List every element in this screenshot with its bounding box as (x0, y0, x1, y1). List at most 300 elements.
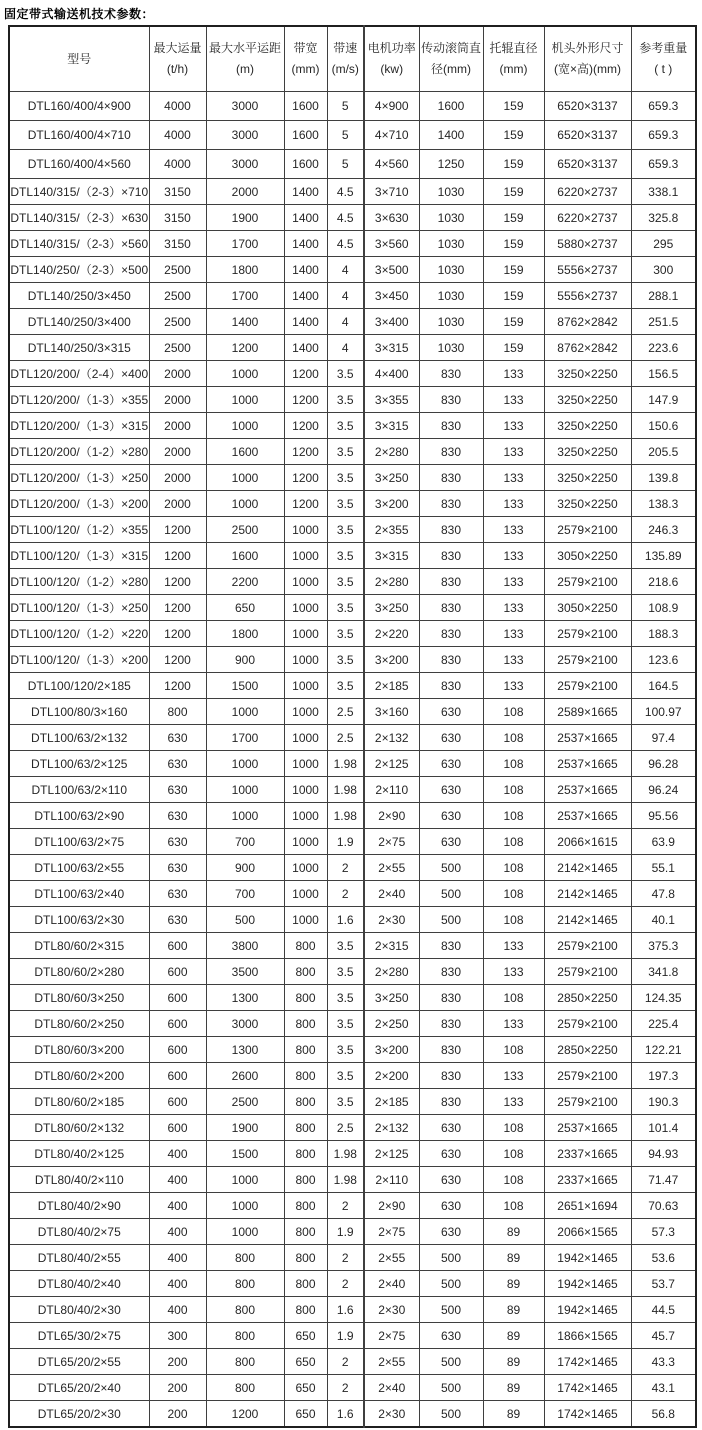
value-cell: 3000 (206, 1011, 284, 1037)
value-cell: 1200 (284, 439, 327, 465)
value-cell: 2×90 (364, 1193, 419, 1219)
value-cell: 2 (327, 1271, 364, 1297)
value-cell: 108 (483, 803, 544, 829)
table-header (9, 26, 696, 92)
value-cell: 3050×2250 (544, 595, 631, 621)
model-cell: DTL80/60/3×250 (9, 985, 149, 1011)
value-cell: 500 (419, 881, 483, 907)
value-cell: 1.6 (327, 1297, 364, 1323)
value-cell: 4 (327, 257, 364, 283)
column-header-line: (m/s) (331, 62, 359, 76)
value-cell: 3×500 (364, 257, 419, 283)
table-row (9, 361, 696, 387)
value-cell: 4000 (149, 121, 206, 150)
value-cell: 2×280 (364, 569, 419, 595)
table-row (9, 413, 696, 439)
value-cell: 1000 (206, 413, 284, 439)
value-cell: 400 (149, 1141, 206, 1167)
value-cell: 2066×1565 (544, 1219, 631, 1245)
value-cell: 6520×3137 (544, 92, 631, 121)
value-cell: 3×400 (364, 309, 419, 335)
value-cell: 133 (483, 647, 544, 673)
value-cell: 1200 (149, 673, 206, 699)
column-header-line: (t/h) (166, 62, 189, 76)
column-header-8 (483, 26, 544, 92)
value-cell: 2537×1665 (544, 777, 631, 803)
value-cell: 159 (483, 121, 544, 150)
table-row (9, 1245, 696, 1271)
table-row (9, 985, 696, 1011)
value-cell: 800 (284, 1193, 327, 1219)
spec-table (8, 25, 697, 1428)
value-cell: 500 (419, 1375, 483, 1401)
value-cell: 200 (149, 1401, 206, 1428)
value-cell: 3×160 (364, 699, 419, 725)
value-cell: 159 (483, 309, 544, 335)
model-cell: DTL140/250/3×315 (9, 335, 149, 361)
value-cell: 47.8 (631, 881, 696, 907)
value-cell: 600 (149, 1089, 206, 1115)
table-row (9, 205, 696, 231)
value-cell: 3×315 (364, 335, 419, 361)
model-cell: DTL100/120/（1-3）×200 (9, 647, 149, 673)
model-cell: DTL140/315/（2-3）×560 (9, 231, 149, 257)
value-cell: 400 (149, 1245, 206, 1271)
value-cell: 159 (483, 92, 544, 121)
value-cell: 100.97 (631, 699, 696, 725)
table-row (9, 1271, 696, 1297)
column-header-line: (mm) (291, 62, 320, 76)
table-row (9, 829, 696, 855)
value-cell: 5 (327, 150, 364, 179)
value-cell: 600 (149, 933, 206, 959)
value-cell: 800 (284, 959, 327, 985)
value-cell: 1000 (284, 803, 327, 829)
value-cell: 2×132 (364, 1115, 419, 1141)
value-cell: 3.5 (327, 595, 364, 621)
value-cell: 1000 (284, 855, 327, 881)
value-cell: 108 (483, 751, 544, 777)
value-cell: 630 (149, 907, 206, 933)
value-cell: 89 (483, 1245, 544, 1271)
value-cell: 159 (483, 150, 544, 179)
value-cell: 500 (419, 1271, 483, 1297)
value-cell: 2×185 (364, 1089, 419, 1115)
value-cell: 6220×2737 (544, 205, 631, 231)
table-row (9, 673, 696, 699)
value-cell: 3.5 (327, 517, 364, 543)
value-cell: 630 (149, 881, 206, 907)
value-cell: 135.89 (631, 543, 696, 569)
value-cell: 5556×2737 (544, 283, 631, 309)
value-cell: 156.5 (631, 361, 696, 387)
value-cell: 2500 (149, 309, 206, 335)
table-row (9, 569, 696, 595)
table-row (9, 725, 696, 751)
value-cell: 800 (284, 1167, 327, 1193)
value-cell: 200 (149, 1375, 206, 1401)
value-cell: 2 (327, 855, 364, 881)
table-row (9, 647, 696, 673)
column-header-7 (419, 26, 483, 92)
value-cell: 1200 (149, 647, 206, 673)
table-row (9, 881, 696, 907)
table-row (9, 803, 696, 829)
value-cell: 3×200 (364, 647, 419, 673)
value-cell: 2500 (149, 335, 206, 361)
value-cell: 2×355 (364, 517, 419, 543)
model-cell: DTL80/40/2×30 (9, 1297, 149, 1323)
value-cell: 1400 (284, 231, 327, 257)
model-cell: DTL80/60/2×200 (9, 1063, 149, 1089)
model-cell: DTL80/40/2×110 (9, 1167, 149, 1193)
header-row (9, 26, 696, 92)
model-cell: DTL120/200/（1-2）×280 (9, 439, 149, 465)
value-cell: 300 (149, 1323, 206, 1349)
value-cell: 1000 (284, 777, 327, 803)
model-cell: DTL100/120/（1-3）×250 (9, 595, 149, 621)
value-cell: 197.3 (631, 1063, 696, 1089)
value-cell: 659.3 (631, 92, 696, 121)
value-cell: 1400 (284, 283, 327, 309)
value-cell: 3.5 (327, 1063, 364, 1089)
value-cell: 2×40 (364, 1375, 419, 1401)
value-cell: 70.63 (631, 1193, 696, 1219)
value-cell: 3×200 (364, 491, 419, 517)
value-cell: 2600 (206, 1063, 284, 1089)
table-row (9, 387, 696, 413)
value-cell: 830 (419, 1011, 483, 1037)
value-cell: 325.8 (631, 205, 696, 231)
value-cell: 2×55 (364, 1349, 419, 1375)
column-header-line: 传动滚筒直 (420, 41, 481, 55)
value-cell: 2 (327, 1375, 364, 1401)
value-cell: 800 (284, 1271, 327, 1297)
value-cell: 630 (419, 803, 483, 829)
value-cell: 1000 (206, 1219, 284, 1245)
value-cell: 147.9 (631, 387, 696, 413)
value-cell: 4×900 (364, 92, 419, 121)
value-cell: 3800 (206, 933, 284, 959)
model-cell: DTL100/120/2×185 (9, 673, 149, 699)
value-cell: 338.1 (631, 179, 696, 205)
value-cell: 2651×1694 (544, 1193, 631, 1219)
value-cell: 2×315 (364, 933, 419, 959)
value-cell: 1000 (284, 543, 327, 569)
value-cell: 1742×1465 (544, 1349, 631, 1375)
model-cell: DTL100/63/2×132 (9, 725, 149, 751)
value-cell: 2 (327, 1245, 364, 1271)
value-cell: 1030 (419, 283, 483, 309)
value-cell: 3.5 (327, 569, 364, 595)
value-cell: 630 (419, 829, 483, 855)
value-cell: 2500 (206, 517, 284, 543)
value-cell: 1400 (284, 179, 327, 205)
value-cell: 375.3 (631, 933, 696, 959)
value-cell: 71.47 (631, 1167, 696, 1193)
value-cell: 133 (483, 673, 544, 699)
column-header-line: 最大水平运距 (208, 41, 281, 55)
value-cell: 2579×2100 (544, 517, 631, 543)
value-cell: 800 (284, 1141, 327, 1167)
table-row (9, 92, 696, 121)
value-cell: 630 (419, 699, 483, 725)
table-row (9, 1323, 696, 1349)
model-cell: DTL100/63/2×110 (9, 777, 149, 803)
value-cell: 4.5 (327, 205, 364, 231)
value-cell: 45.7 (631, 1323, 696, 1349)
value-cell: 830 (419, 517, 483, 543)
value-cell: 4000 (149, 92, 206, 121)
value-cell: 800 (149, 699, 206, 725)
column-header-line: ( t ) (654, 62, 673, 76)
value-cell: 133 (483, 543, 544, 569)
value-cell: 630 (419, 777, 483, 803)
value-cell: 3×710 (364, 179, 419, 205)
model-cell: DTL140/315/（2-3）×630 (9, 205, 149, 231)
value-cell: 97.4 (631, 725, 696, 751)
value-cell: 5556×2737 (544, 257, 631, 283)
value-cell: 700 (206, 881, 284, 907)
value-cell: 1742×1465 (544, 1375, 631, 1401)
value-cell: 246.3 (631, 517, 696, 543)
value-cell: 1500 (206, 1141, 284, 1167)
value-cell: 2×185 (364, 673, 419, 699)
value-cell: 190.3 (631, 1089, 696, 1115)
value-cell: 800 (284, 1245, 327, 1271)
value-cell: 6220×2737 (544, 179, 631, 205)
value-cell: 3250×2250 (544, 491, 631, 517)
value-cell: 122.21 (631, 1037, 696, 1063)
value-cell: 600 (149, 1115, 206, 1141)
table-row (9, 1011, 696, 1037)
value-cell: 8762×2842 (544, 309, 631, 335)
value-cell: 1300 (206, 985, 284, 1011)
value-cell: 830 (419, 647, 483, 673)
value-cell: 300 (631, 257, 696, 283)
value-cell: 124.35 (631, 985, 696, 1011)
value-cell: 900 (206, 855, 284, 881)
value-cell: 1200 (149, 517, 206, 543)
value-cell: 2537×1665 (544, 725, 631, 751)
column-header-5 (327, 26, 364, 92)
value-cell: 3×450 (364, 283, 419, 309)
value-cell: 225.4 (631, 1011, 696, 1037)
table-row (9, 491, 696, 517)
value-cell: 3.5 (327, 465, 364, 491)
value-cell: 800 (284, 1011, 327, 1037)
model-cell: DTL120/200/（1-3）×200 (9, 491, 149, 517)
value-cell: 3150 (149, 231, 206, 257)
value-cell: 3×250 (364, 985, 419, 1011)
value-cell: 600 (149, 1063, 206, 1089)
value-cell: 108 (483, 699, 544, 725)
value-cell: 2066×1615 (544, 829, 631, 855)
value-cell: 830 (419, 1089, 483, 1115)
value-cell: 2×90 (364, 803, 419, 829)
table-row (9, 933, 696, 959)
value-cell: 1000 (206, 1167, 284, 1193)
value-cell: 1030 (419, 179, 483, 205)
value-cell: 5 (327, 92, 364, 121)
value-cell: 830 (419, 1063, 483, 1089)
table-row (9, 907, 696, 933)
value-cell: 830 (419, 465, 483, 491)
value-cell: 800 (206, 1375, 284, 1401)
table-row (9, 335, 696, 361)
value-cell: 2537×1665 (544, 1115, 631, 1141)
column-header-line: 电机功率 (367, 41, 416, 55)
value-cell: 1030 (419, 231, 483, 257)
value-cell: 89 (483, 1375, 544, 1401)
value-cell: 1000 (206, 803, 284, 829)
value-cell: 2×55 (364, 855, 419, 881)
value-cell: 830 (419, 1037, 483, 1063)
value-cell: 2579×2100 (544, 1011, 631, 1037)
value-cell: 2.5 (327, 725, 364, 751)
model-cell: DTL140/250/3×450 (9, 283, 149, 309)
value-cell: 139.8 (631, 465, 696, 491)
value-cell: 133 (483, 959, 544, 985)
value-cell: 2.5 (327, 699, 364, 725)
column-header-line: 型号 (67, 51, 92, 66)
value-cell: 630 (419, 1115, 483, 1141)
value-cell: 108 (483, 725, 544, 751)
value-cell: 2000 (206, 179, 284, 205)
value-cell: 2000 (149, 413, 206, 439)
value-cell: 1800 (206, 257, 284, 283)
value-cell: 830 (419, 543, 483, 569)
model-cell: DTL140/250/3×400 (9, 309, 149, 335)
column-header-line: 径(mm) (431, 62, 471, 76)
value-cell: 3.5 (327, 491, 364, 517)
value-cell: 123.6 (631, 647, 696, 673)
value-cell: 2142×1465 (544, 881, 631, 907)
value-cell: 2000 (149, 465, 206, 491)
table-row (9, 1219, 696, 1245)
value-cell: 500 (419, 1297, 483, 1323)
model-cell: DTL80/40/2×40 (9, 1271, 149, 1297)
value-cell: 1250 (419, 150, 483, 179)
value-cell: 1.98 (327, 777, 364, 803)
value-cell: 2000 (149, 439, 206, 465)
value-cell: 2×280 (364, 439, 419, 465)
value-cell: 2579×2100 (544, 621, 631, 647)
value-cell: 800 (206, 1349, 284, 1375)
value-cell: 400 (149, 1297, 206, 1323)
value-cell: 108 (483, 1115, 544, 1141)
value-cell: 630 (149, 777, 206, 803)
value-cell: 1600 (206, 439, 284, 465)
value-cell: 630 (419, 1167, 483, 1193)
value-cell: 3.5 (327, 543, 364, 569)
value-cell: 1000 (206, 699, 284, 725)
value-cell: 2537×1665 (544, 803, 631, 829)
value-cell: 800 (284, 1089, 327, 1115)
value-cell: 630 (419, 1193, 483, 1219)
value-cell: 630 (149, 803, 206, 829)
value-cell: 2×250 (364, 1011, 419, 1037)
model-cell: DTL65/30/2×75 (9, 1323, 149, 1349)
value-cell: 1.98 (327, 1141, 364, 1167)
table-row (9, 121, 696, 150)
model-cell: DTL120/200/（1-3）×315 (9, 413, 149, 439)
value-cell: 1.6 (327, 1401, 364, 1428)
value-cell: 650 (284, 1375, 327, 1401)
table-row (9, 231, 696, 257)
value-cell: 2×75 (364, 1323, 419, 1349)
value-cell: 830 (419, 595, 483, 621)
value-cell: 900 (206, 647, 284, 673)
value-cell: 205.5 (631, 439, 696, 465)
table-row (9, 621, 696, 647)
value-cell: 630 (149, 829, 206, 855)
value-cell: 3.5 (327, 647, 364, 673)
value-cell: 1600 (284, 121, 327, 150)
value-cell: 2×30 (364, 1401, 419, 1428)
value-cell: 3.5 (327, 387, 364, 413)
value-cell: 3050×2250 (544, 543, 631, 569)
value-cell: 1.98 (327, 803, 364, 829)
model-cell: DTL65/20/2×30 (9, 1401, 149, 1428)
value-cell: 133 (483, 621, 544, 647)
value-cell: 1800 (206, 621, 284, 647)
value-cell: 1200 (206, 1401, 284, 1428)
model-cell: DTL140/315/（2-3）×710 (9, 179, 149, 205)
value-cell: 2 (327, 881, 364, 907)
column-header-3 (206, 26, 284, 92)
value-cell: 133 (483, 569, 544, 595)
model-cell: DTL80/60/3×200 (9, 1037, 149, 1063)
value-cell: 650 (284, 1401, 327, 1428)
value-cell: 1866×1565 (544, 1323, 631, 1349)
value-cell: 1000 (284, 595, 327, 621)
value-cell: 2589×1665 (544, 699, 631, 725)
value-cell: 133 (483, 1089, 544, 1115)
value-cell: 3.5 (327, 1011, 364, 1037)
value-cell: 341.8 (631, 959, 696, 985)
column-header-line: 机头外形尺寸 (551, 41, 624, 55)
value-cell: 3000 (206, 92, 284, 121)
model-cell: DTL100/63/2×125 (9, 751, 149, 777)
value-cell: 800 (206, 1245, 284, 1271)
value-cell: 3×315 (364, 543, 419, 569)
value-cell: 108 (483, 777, 544, 803)
table-row (9, 855, 696, 881)
value-cell: 4×400 (364, 361, 419, 387)
value-cell: 3.5 (327, 621, 364, 647)
value-cell: 1030 (419, 335, 483, 361)
value-cell: 800 (284, 1063, 327, 1089)
value-cell: 133 (483, 595, 544, 621)
model-cell: DTL80/40/2×55 (9, 1245, 149, 1271)
value-cell: 89 (483, 1297, 544, 1323)
value-cell: 1000 (206, 465, 284, 491)
value-cell: 96.24 (631, 777, 696, 803)
value-cell: 4000 (149, 150, 206, 179)
value-cell: 1600 (419, 92, 483, 121)
value-cell: 53.6 (631, 1245, 696, 1271)
table-row (9, 543, 696, 569)
value-cell: 2×30 (364, 1297, 419, 1323)
value-cell: 400 (149, 1167, 206, 1193)
value-cell: 500 (419, 1401, 483, 1428)
value-cell: 53.7 (631, 1271, 696, 1297)
value-cell: 1.9 (327, 829, 364, 855)
value-cell: 1030 (419, 309, 483, 335)
column-header-line: (m) (236, 62, 254, 76)
value-cell: 3150 (149, 205, 206, 231)
